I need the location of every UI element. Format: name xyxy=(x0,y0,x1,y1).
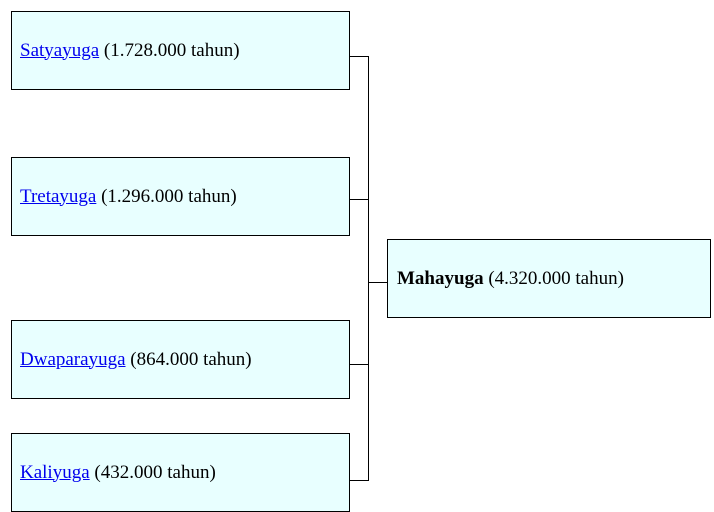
yuga-duration: (1.296.000 tahun) xyxy=(101,185,237,207)
yuga-link-dwaparayuga[interactable]: Dwaparayuga xyxy=(20,348,126,370)
yuga-box-kaliyuga xyxy=(11,433,350,512)
total-name: Mahayuga xyxy=(397,267,484,289)
yuga-box-satyayuga xyxy=(11,11,350,90)
yuga-duration: (864.000 tahun) xyxy=(130,348,252,370)
connector-stub-dwaparayuga xyxy=(350,364,369,365)
yuga-duration: (432.000 tahun) xyxy=(94,461,216,483)
total-box-mahayuga xyxy=(387,239,711,318)
connector-to-total xyxy=(368,282,387,283)
yuga-link-tretayuga[interactable]: Tretayuga xyxy=(20,185,97,207)
total-duration: (4.320.000 tahun) xyxy=(488,267,624,289)
yuga-box-dwaparayuga xyxy=(11,320,350,399)
yuga-box-tretayuga xyxy=(11,157,350,236)
connector-stub-tretayuga xyxy=(350,199,369,200)
connector-vertical xyxy=(368,56,369,481)
yuga-link-kaliyuga[interactable]: Kaliyuga xyxy=(20,461,90,483)
connector-stub-satyayuga xyxy=(350,56,369,57)
yuga-link-satyayuga[interactable]: Satyayuga xyxy=(20,39,100,61)
connector-stub-kaliyuga xyxy=(350,480,369,481)
yuga-duration: (1.728.000 tahun) xyxy=(103,39,240,61)
